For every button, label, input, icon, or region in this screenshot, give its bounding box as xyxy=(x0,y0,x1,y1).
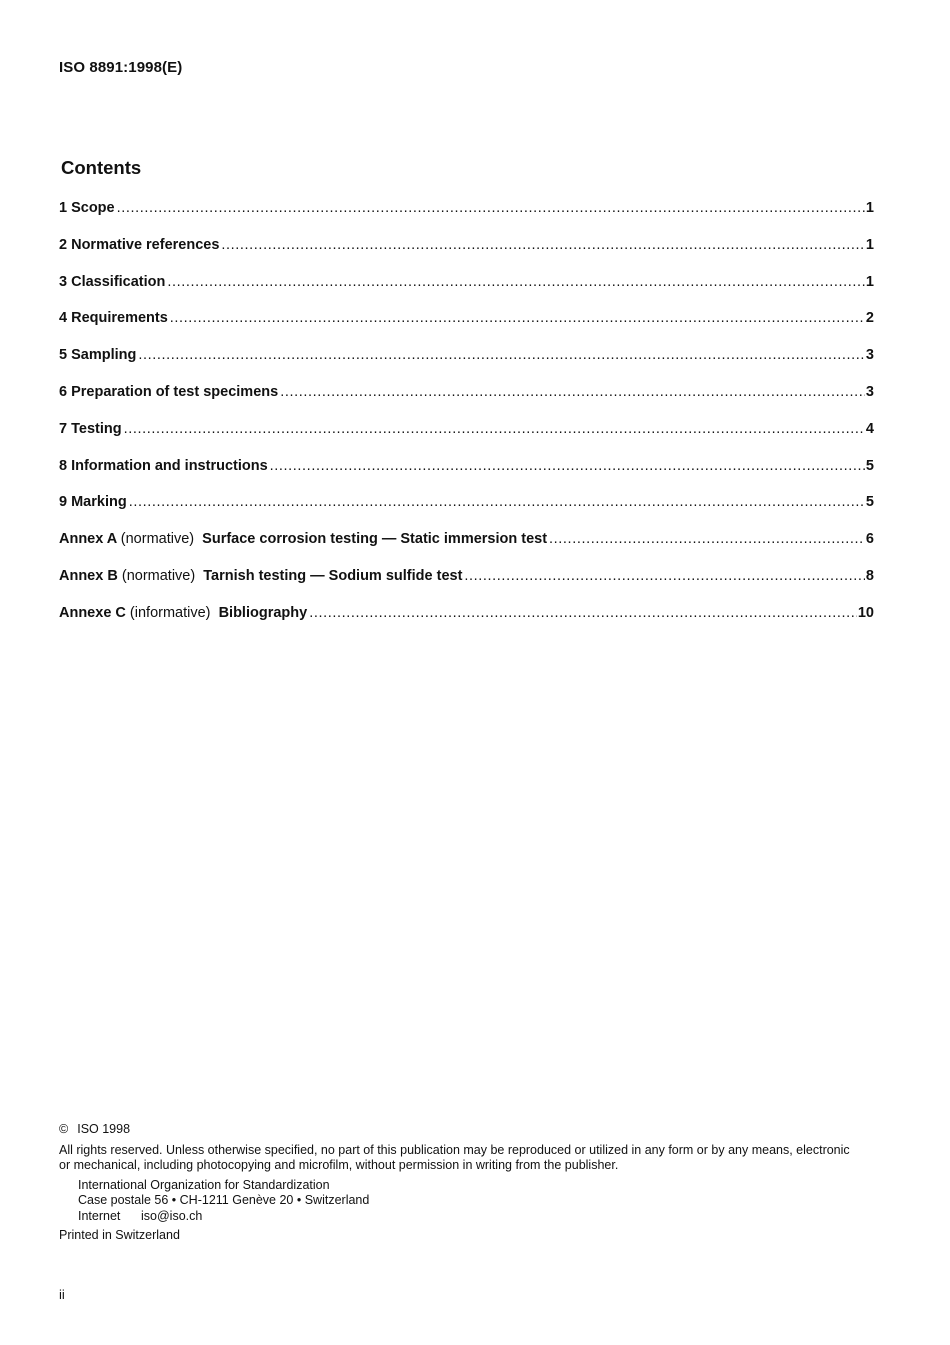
contents-heading: Contents xyxy=(61,157,142,178)
toc-entry-label: 6 Preparation of test specimens xyxy=(59,383,279,400)
toc-leader-dots xyxy=(117,200,865,216)
page-number: ii xyxy=(59,1287,65,1302)
table-of-contents xyxy=(59,200,874,642)
toc-entry-label xyxy=(59,605,307,621)
toc-leader-dots xyxy=(464,568,865,584)
rights-notice xyxy=(59,1143,879,1174)
rights-line-1: All rights reserved. Unless otherwise specified, no part of this publication may be reproduced or utilized in any form or by any means, electronic xyxy=(59,1142,850,1157)
email-link[interactable]: iso@iso.ch xyxy=(141,1208,203,1223)
postal-address: Case postale 56 • CH-1211 Genève 20 • Switzerland xyxy=(78,1193,370,1207)
toc-leader-dots xyxy=(129,494,865,510)
toc-page-number: 4 xyxy=(865,420,874,437)
toc-entry-label: 8 Information and instructions xyxy=(59,457,268,474)
copyright-icon: © xyxy=(59,1122,69,1136)
copyright-text: ISO 1998 xyxy=(77,1122,131,1136)
rights-line-2: or mechanical, including photocopying and microfilm, without permission in writing from the publisher. xyxy=(59,1158,619,1172)
toc-entry-annex-c[interactable] xyxy=(59,605,874,642)
toc-entry-scope[interactable] xyxy=(59,200,874,237)
publisher-address xyxy=(59,1178,879,1225)
annex-label: Annex A xyxy=(59,531,117,548)
toc-page-number: 1 xyxy=(865,200,874,216)
annex-qualifier: (informative) xyxy=(129,604,211,621)
toc-page-number: 10 xyxy=(857,604,874,621)
annex-title: Surface corrosion testing — Static immersion test xyxy=(202,531,548,548)
toc-entry-label: 1 Scope xyxy=(59,200,115,216)
internet-label: Internet xyxy=(78,1208,121,1223)
toc-entry-label: 2 Normative references xyxy=(59,236,220,253)
toc-entry-label xyxy=(59,568,462,584)
toc-leader-dots xyxy=(221,237,865,253)
toc-page-number: 3 xyxy=(865,383,874,400)
toc-page-number: 5 xyxy=(865,494,874,511)
toc-leader-dots xyxy=(170,310,865,326)
toc-page-number: 6 xyxy=(865,531,874,548)
toc-entry-classification[interactable] xyxy=(59,274,874,311)
toc-entry-label: 9 Marking xyxy=(59,494,127,511)
toc-entry-normative-references[interactable] xyxy=(59,237,874,274)
toc-page-number: 1 xyxy=(865,273,874,290)
document-id: ISO 8891:1998(E) xyxy=(59,59,183,76)
toc-entry-label: 7 Testing xyxy=(59,420,122,437)
toc-entry-annex-a[interactable] xyxy=(59,531,874,568)
toc-entry-marking[interactable] xyxy=(59,494,874,531)
toc-leader-dots xyxy=(138,347,865,363)
toc-page-number: 2 xyxy=(865,310,874,327)
toc-page-number: 8 xyxy=(865,567,874,584)
toc-entry-label: 4 Requirements xyxy=(59,310,168,327)
printed-notice: Printed in Switzerland xyxy=(59,1228,180,1242)
toc-entry-information[interactable] xyxy=(59,458,874,495)
copyright-line xyxy=(59,1122,879,1138)
toc-leader-dots xyxy=(124,421,865,437)
annex-title: Tarnish testing — Sodium sulfide test xyxy=(203,567,463,584)
toc-page-number: 3 xyxy=(865,347,874,364)
annex-qualifier: (normative) xyxy=(120,531,195,548)
copyright-footer xyxy=(59,1122,879,1244)
toc-leader-dots xyxy=(167,274,865,290)
toc-entry-label: 3 Classification xyxy=(59,273,166,290)
organization-name: International Organization for Standardization xyxy=(78,1177,330,1192)
toc-entry-label xyxy=(59,531,547,547)
annex-label: Annexe C xyxy=(59,604,126,621)
toc-page-number: 1 xyxy=(865,236,874,253)
annex-qualifier: (normative) xyxy=(121,567,196,584)
annex-label: Annex B xyxy=(59,567,118,584)
toc-entry-sampling[interactable] xyxy=(59,347,874,384)
toc-entry-requirements[interactable] xyxy=(59,310,874,347)
toc-entry-preparation[interactable] xyxy=(59,384,874,421)
toc-leader-dots xyxy=(309,605,857,621)
toc-leader-dots xyxy=(270,458,865,474)
internet-line xyxy=(78,1209,879,1225)
toc-page-number: 5 xyxy=(865,457,874,474)
toc-entry-testing[interactable] xyxy=(59,421,874,458)
annex-title: Bibliography xyxy=(218,604,308,621)
toc-entry-label: 5 Sampling xyxy=(59,347,137,364)
toc-leader-dots xyxy=(280,384,865,400)
toc-leader-dots xyxy=(549,531,865,547)
toc-entry-annex-b[interactable] xyxy=(59,568,874,605)
